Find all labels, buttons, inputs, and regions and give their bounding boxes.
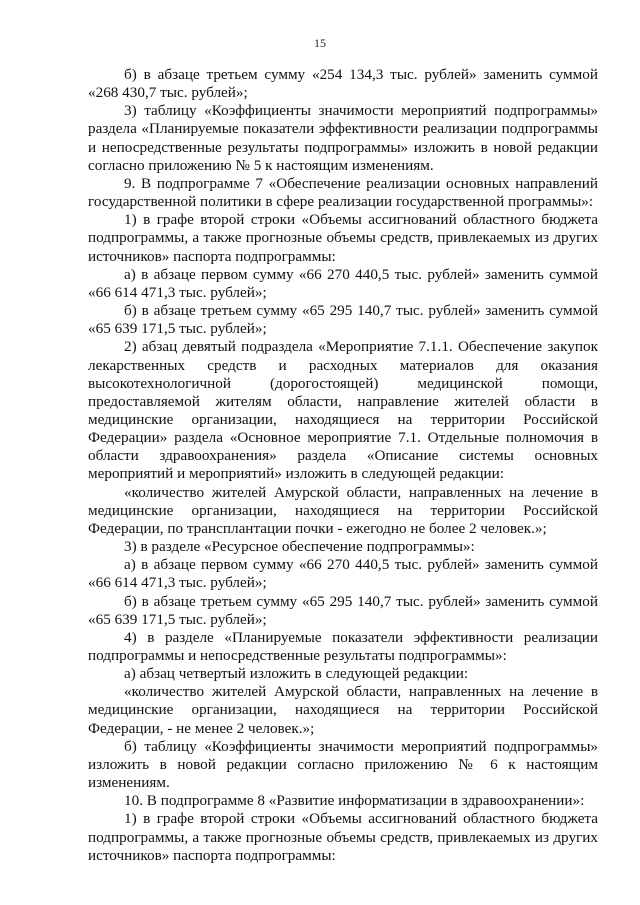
paragraph: «количество жителей Амурской области, направленных на лечение в медицинские организации, находящиеся на территории Российской Федерации, по трансплантации почки - ежегодно не более 2 человек.»; [88, 483, 598, 537]
paragraph: 3) таблицу «Коэффициенты значимости мероприятий подпрограммы» раздела «Планируемые показатели эффективности реализации подпрограммы и непосредственные результаты подпрограммы» изложить в новой редакции согласно приложению № 5 к настоящим изменениям. [88, 102, 598, 174]
paragraph: б) в абзаце третьем сумму «254 134,3 тыс. рублей» заменить суммой «268 430,7 тыс. рублей»; [88, 66, 598, 102]
paragraph: 2) абзац девятый подраздела «Мероприятие 7.1.1. Обеспечение закупок лекарственных средств и расходных материалов для оказания высокотехнологичной (дорогостоящей) медицинской помощи, предоставляемой жителям области, направление жителей области в медицинские организации, находящиеся на территории Российской Федерации» раздела «Основное мероприятие 7.1. Отдельные полномочия в области здравоохранения» раздела «Описание системы основных мероприятий и мероприятий» изложить в следующей редакции: [88, 338, 598, 483]
paragraph: «количество жителей Амурской области, направленных на лечение в медицинские организации, находящиеся на территории Российской Федерации, - не менее 2 человек.»; [88, 683, 598, 737]
paragraph: 1) в графе второй строки «Объемы ассигнований областного бюджета подпрограммы, а также прогнозные объемы средств, привлекаемых из других источников» паспорта подпрограммы: [88, 810, 598, 864]
page-number: 15 [314, 36, 326, 50]
paragraph: б) в абзаце третьем сумму «65 295 140,7 тыс. рублей» заменить суммой «65 639 171,5 тыс. рублей»; [88, 592, 598, 628]
paragraph: 10. В подпрограмме 8 «Развитие информатизации в здравоохранении»: [124, 792, 585, 810]
paragraph: а) в абзаце первом сумму «66 270 440,5 тыс. рублей» заменить суммой «66 614 471,3 тыс. рублей»; [88, 556, 598, 592]
paragraph: а) в абзаце первом сумму «66 270 440,5 тыс. рублей» заменить суммой «66 614 471,3 тыс. рублей»; [88, 265, 598, 301]
paragraph: 1) в графе второй строки «Объемы ассигнований областного бюджета подпрограммы, а также прогнозные объемы средств, привлекаемых из других источников» паспорта подпрограммы: [88, 211, 598, 265]
paragraph: 9. В подпрограмме 7 «Обеспечение реализации основных направлений государственной политики в сфере реализации государственной программы»: [88, 174, 598, 211]
document-body [88, 66, 598, 865]
paragraph: 4) в разделе «Планируемые показатели эффективности реализации подпрограммы и непосредственные результаты подпрограммы»: [88, 628, 598, 664]
paragraph: а) абзац четвертый изложить в следующей редакции: [124, 665, 469, 683]
paragraph: б) таблицу «Коэффициенты значимости мероприятий подпрограммы» изложить в новой редакции согласно приложению № 6 к настоящим изменениям. [88, 737, 598, 792]
paragraph: 3) в разделе «Ресурсное обеспечение подпрограммы»: [124, 538, 475, 556]
paragraph: б) в абзаце третьем сумму «65 295 140,7 тыс. рублей» заменить суммой «65 639 171,5 тыс. рублей»; [88, 302, 598, 338]
